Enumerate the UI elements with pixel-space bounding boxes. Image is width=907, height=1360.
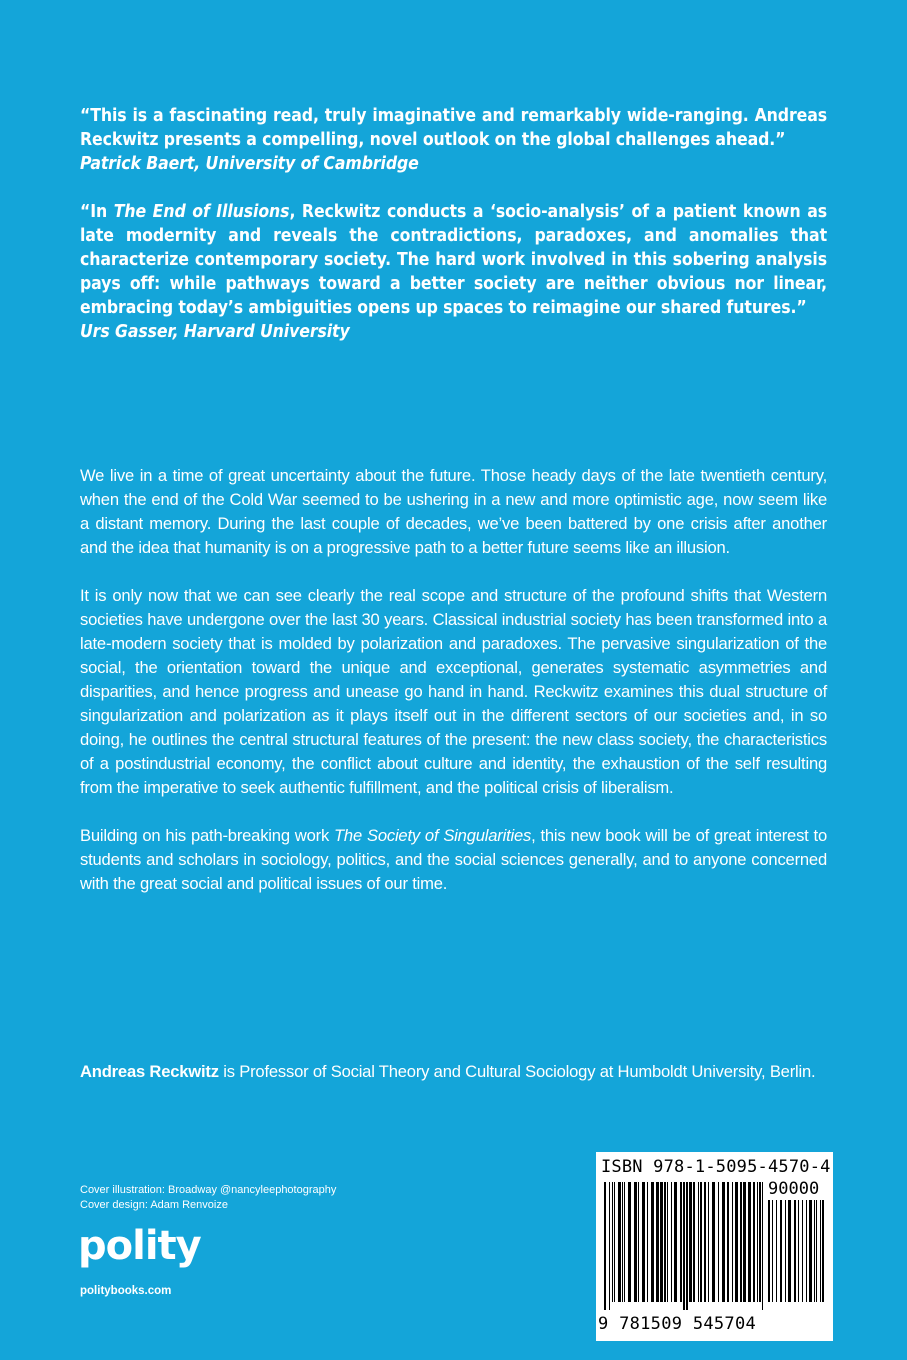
barcode-bar — [743, 1182, 746, 1302]
barcode-bar — [656, 1182, 659, 1302]
barcode-bar — [686, 1182, 688, 1310]
barcode-bar — [735, 1182, 738, 1302]
barcode-bar — [680, 1182, 682, 1302]
barcode-bar — [700, 1182, 702, 1302]
barcode-bar — [618, 1182, 621, 1302]
endorsement-2-prefix: “In — [80, 202, 114, 222]
endorsement-2-attribution: Urs Gasser, Harvard University — [80, 322, 350, 342]
description-p3-title: The Society of Singularities — [334, 826, 532, 845]
barcode-bar — [753, 1182, 755, 1302]
barcode-bar — [718, 1182, 719, 1302]
barcode-bar — [748, 1182, 751, 1302]
book-description — [80, 464, 827, 920]
barcode-bar — [732, 1182, 733, 1302]
endorsement-2-text: , Reckwitz conducts a ‘socio-analysis’ of a patient known as late modernity and reveals the contradictions, paradoxes, and anomalies that characterize contemporary society. The hard work involved in this sobering analysis pays off: while pathways toward a better society are neither obvious nor linear, embracing today’s ambiguities opens up spaces to reimagine our shared futures.” — [80, 202, 828, 318]
endorsement-1 — [80, 104, 827, 176]
barcode-bar — [622, 1182, 623, 1302]
barcode-bar — [624, 1182, 625, 1302]
barcode-bar — [822, 1200, 824, 1302]
barcode-bar — [759, 1182, 761, 1302]
description-p3-prefix: Building on his path-breaking work — [80, 826, 334, 845]
barcode-bar — [609, 1182, 610, 1310]
author-bio — [80, 1060, 827, 1084]
design-credit: Cover design: Adam Renvoize — [80, 1199, 228, 1211]
description-paragraph-2: It is only now that we can see clearly the real scope and structure of the profound shifts that Western societies have undergone over the last 30 years. Classical industrial society has been transformed into a late-modern society that is molded by polarization and paradoxes. The pervasive singularization of the social, the orientation toward the unique and exceptional, generates systematic asymmetries and disparities, and hence progress and unease go hand in hand. Reckwitz examines this dual structure of singularization and polarization as it plays itself out in the different sectors of our societies and, in so doing, he outlines the central structural features of the present: the new class society, the characteristics of a postindustrial economy, the conflict about culture and identity, the exhaustion of the self resulting from the imperative to seek authentic fulfillment, and the political crisis of liberalism. — [80, 586, 827, 797]
endorsement-1-attribution: Patrick Baert, University of Cambridge — [80, 154, 419, 174]
author-bio-text: is Professor of Social Theory and Cultural Sociology at Humboldt University, Berlin. — [218, 1062, 816, 1081]
barcode-bar — [628, 1182, 631, 1302]
barcode-bar — [820, 1200, 821, 1302]
barcode-bar — [689, 1182, 692, 1302]
barcode-bar — [757, 1182, 758, 1302]
barcode-bar — [809, 1200, 812, 1302]
barcode-bar — [788, 1200, 791, 1302]
description-paragraph-1: We live in a time of great uncertainty about the future. Those heady days of the late twentieth century, when the end of the Cold War seemed to be ushering in a new and more optimistic age, now seem like a distant memory. During the last couple of decades, we’ve been battered by one crisis after another and the idea that humanity is on a progressive path to a better future seems like an illusion. — [80, 466, 827, 557]
barcode-bar — [776, 1200, 777, 1302]
barcode-bar — [802, 1200, 803, 1302]
barcode-bar — [651, 1182, 654, 1302]
endorsements — [80, 104, 827, 344]
barcode-bars — [604, 1182, 765, 1310]
barcode-bar — [612, 1182, 613, 1302]
barcode-bar — [634, 1182, 637, 1302]
illustration-credit: Cover illustration: Broadway @nancyleephotography — [80, 1184, 337, 1196]
barcode-bar — [647, 1182, 648, 1302]
price-addon-code: 90000 — [768, 1179, 820, 1199]
endorsement-2-book-title: The End of Illusions — [113, 202, 290, 222]
barcode-bar — [704, 1182, 706, 1302]
ean-digits: 9 781509 545704 — [598, 1314, 757, 1334]
barcode-bar — [798, 1200, 799, 1302]
barcode-bar — [740, 1182, 742, 1302]
barcode-bar — [614, 1182, 615, 1302]
barcode-bar — [768, 1200, 770, 1302]
barcode-bar — [708, 1182, 709, 1302]
cover-credits — [80, 1183, 336, 1213]
barcode-bar — [806, 1200, 807, 1302]
barcode-bar — [794, 1200, 796, 1302]
description-paragraph-3 — [80, 824, 827, 896]
barcode-bar — [816, 1200, 817, 1302]
barcode-bar — [698, 1182, 699, 1302]
barcode-bar — [762, 1182, 763, 1310]
barcode-bar — [693, 1182, 695, 1302]
barcode-bar — [664, 1182, 666, 1302]
addon-barcode-bars — [768, 1200, 828, 1310]
barcode-bar — [785, 1200, 786, 1302]
barcode-bar — [604, 1182, 606, 1310]
publisher-logo: polity — [78, 1223, 201, 1269]
description-p3-rest: , this new book will be of great interest to students and scholars in sociology, politics, and the social sciences generally, and to anyone concerned with the great social and political issues of our time. — [80, 826, 827, 893]
barcode-bar — [712, 1182, 715, 1302]
barcode-bar — [674, 1182, 677, 1302]
barcode-box — [596, 1152, 833, 1341]
isbn-label: ISBN 978-1-5095-4570-4 — [601, 1157, 831, 1177]
barcode-bar — [814, 1200, 815, 1302]
barcode-bar — [722, 1182, 725, 1302]
barcode-bar — [727, 1182, 729, 1302]
author-name: Andreas Reckwitz — [80, 1062, 219, 1081]
barcode-bar — [660, 1182, 663, 1302]
barcode-bar — [780, 1200, 782, 1302]
barcode-bar — [683, 1182, 685, 1310]
barcode-bar — [667, 1182, 668, 1302]
publisher-website: politybooks.com — [80, 1285, 172, 1297]
barcode-bar — [671, 1182, 672, 1302]
barcode-bar — [642, 1182, 645, 1302]
barcode-bar — [638, 1182, 639, 1302]
endorsement-1-text: “This is a fascinating read, truly imaginative and remarkably wide-ranging. Andreas Reckwitz presents a compelling, novel outlook on the global challenges ahead.” — [80, 106, 827, 150]
endorsement-2 — [80, 200, 827, 344]
barcode-bar — [772, 1200, 773, 1302]
